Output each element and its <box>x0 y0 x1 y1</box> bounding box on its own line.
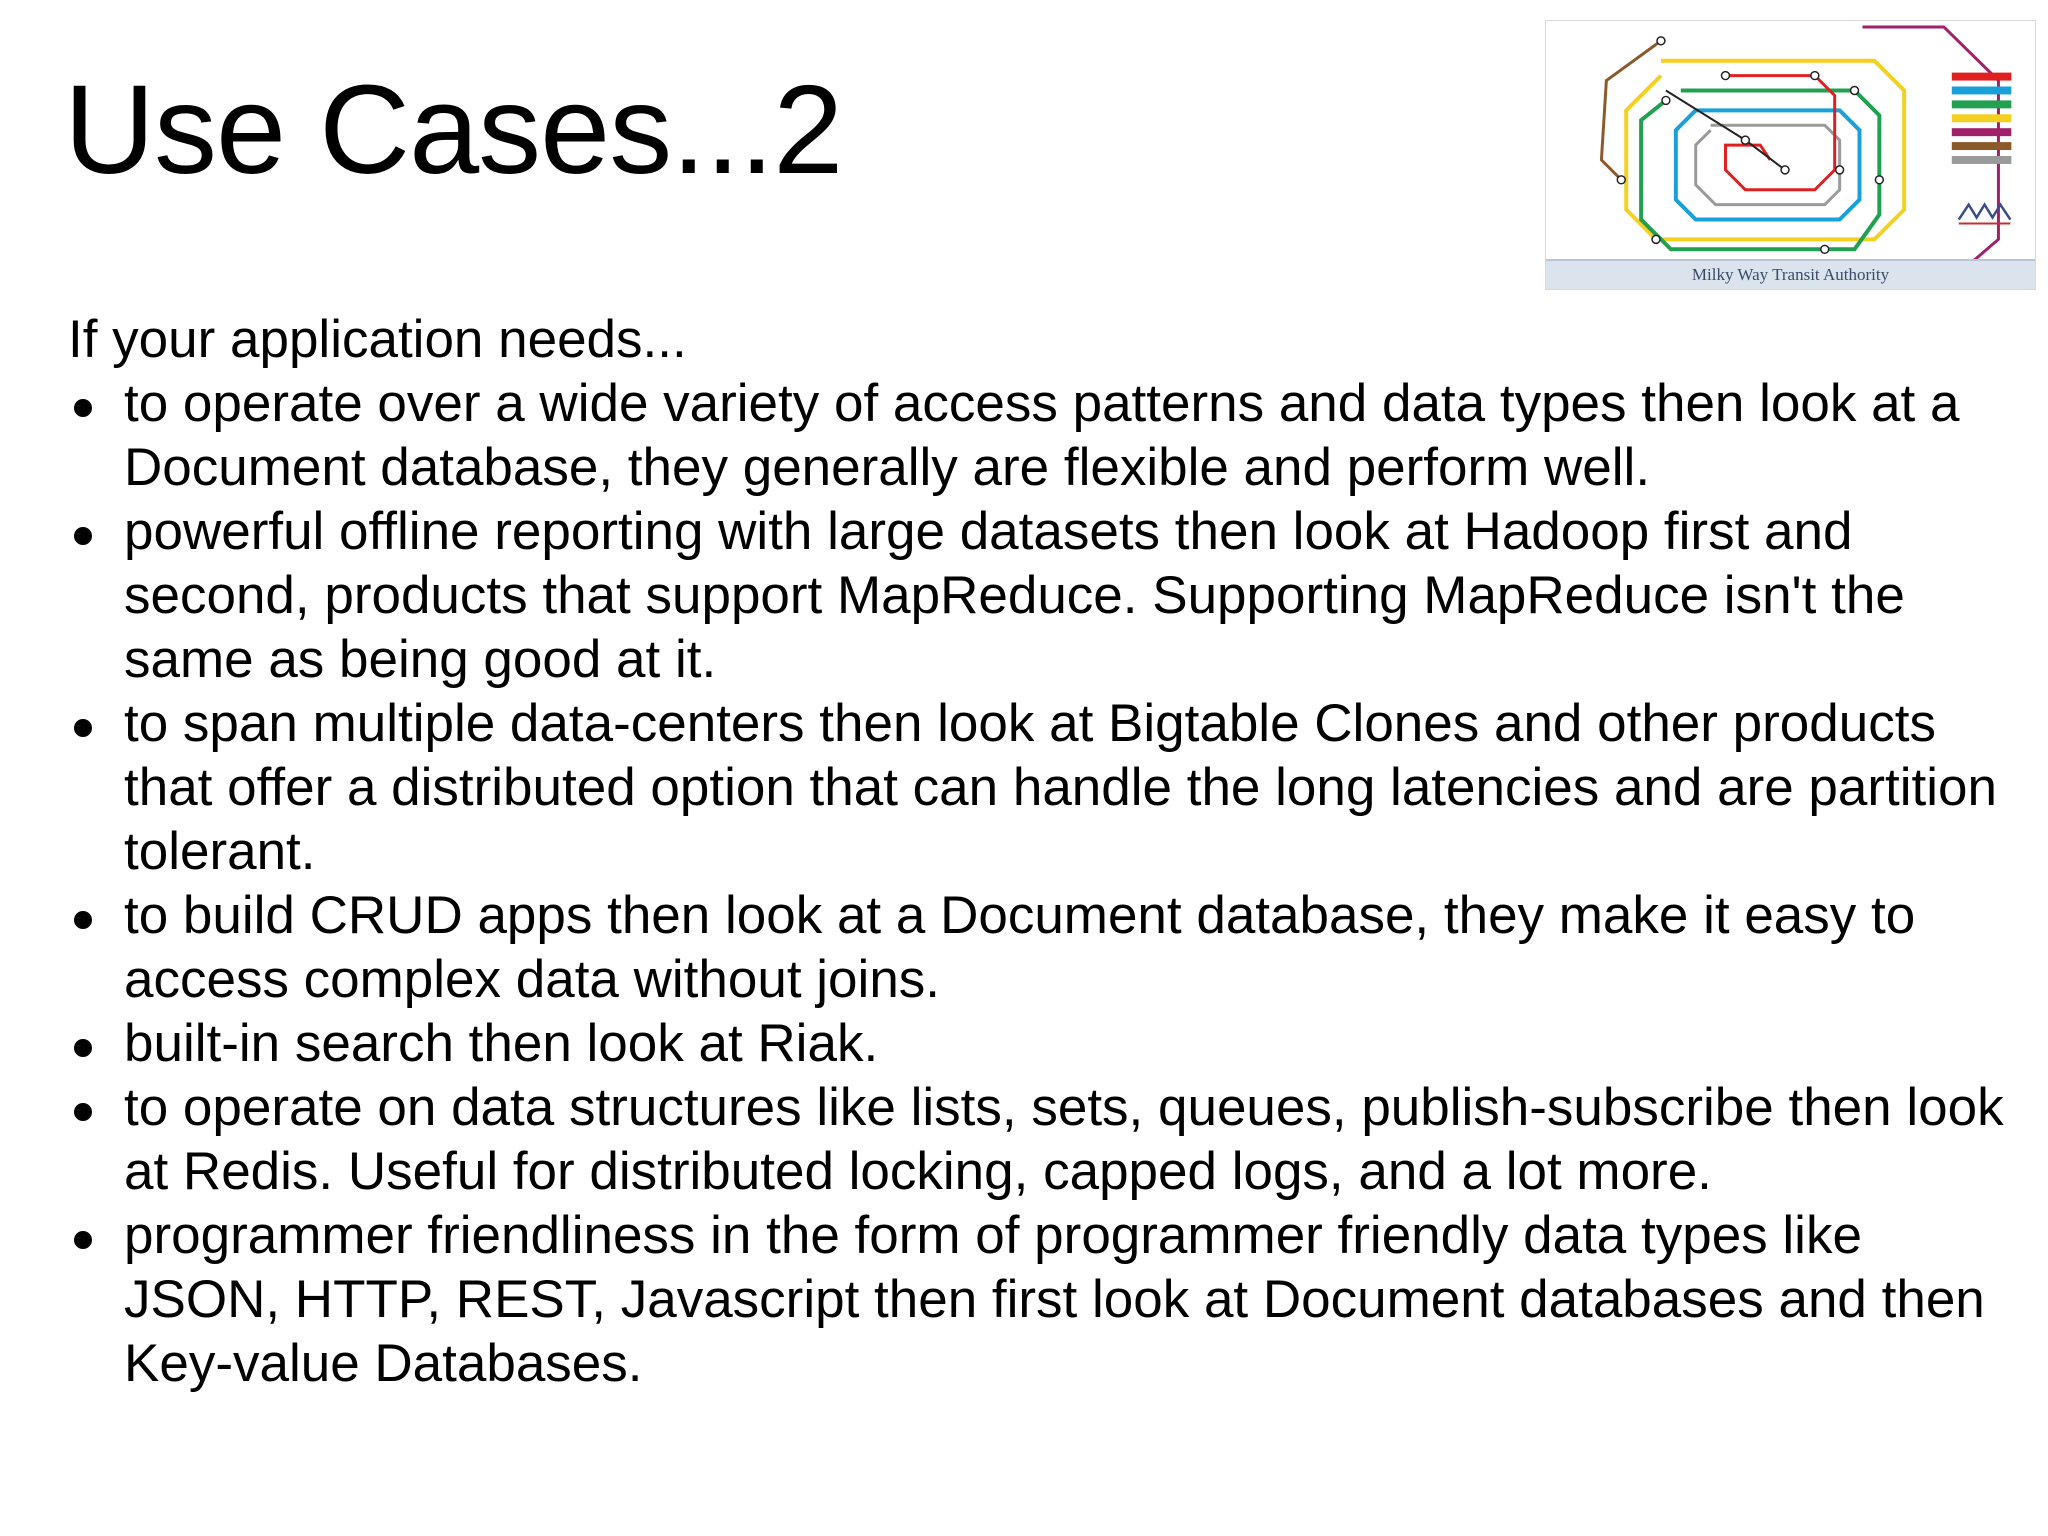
list-item <box>68 1204 2028 1396</box>
bullet-icon <box>74 719 92 737</box>
list-item-text: programmer friendliness in the form of programmer friendly data types like JSON, HTTP, REST, Javascript then first look at Document databases and then Key-value Databases. <box>124 1206 1985 1393</box>
list-item <box>68 884 2028 1012</box>
map-legend <box>1952 73 2012 164</box>
slide-title: Use Cases...2 <box>64 59 843 200</box>
map-line-red <box>1725 76 1834 190</box>
list-item <box>68 1012 2028 1076</box>
bullet-icon <box>74 1231 92 1249</box>
slide-body <box>68 308 2028 1396</box>
use-case-list <box>68 372 2028 1396</box>
bullet-icon <box>74 1039 92 1057</box>
transit-map-graphic <box>1546 21 2035 289</box>
transit-map-image <box>1545 20 2036 290</box>
list-item <box>68 372 2028 500</box>
list-item-text: to operate over a wide variety of access patterns and data types then look at a Document database, they generally are flexible and perform well. <box>124 374 1960 497</box>
bullet-icon <box>74 911 92 929</box>
map-caption: Milky Way Transit Authority <box>1546 259 2035 289</box>
list-item-text: powerful offline reporting with large datasets then look at Hadoop first and second, products that support MapReduce. Supporting MapReduce isn't the same as being good at it. <box>124 502 1905 689</box>
list-item-text: to operate on data structures like lists, sets, queues, publish-subscribe then look at Redis. Useful for distributed locking, capped logs, and a lot more. <box>124 1078 2004 1201</box>
mwta-logo <box>1959 205 2011 224</box>
list-item-text: built-in search then look at Riak. <box>124 1014 879 1073</box>
list-item <box>68 500 2028 692</box>
list-item-text: to span multiple data-centers then look at Bigtable Clones and other products that offer a distributed option that can handle the long latencies and are partition tolerant. <box>124 694 1997 881</box>
bullet-icon <box>74 527 92 545</box>
list-item <box>68 692 2028 884</box>
list-item <box>68 1076 2028 1204</box>
map-line-grey <box>1696 125 1840 204</box>
bullet-icon <box>74 1103 92 1121</box>
bullet-icon <box>74 399 92 417</box>
list-item-text: to build CRUD apps then look at a Document database, they make it easy to access complex data without joins. <box>124 886 1916 1009</box>
intro-text: If your application needs... <box>68 310 687 369</box>
